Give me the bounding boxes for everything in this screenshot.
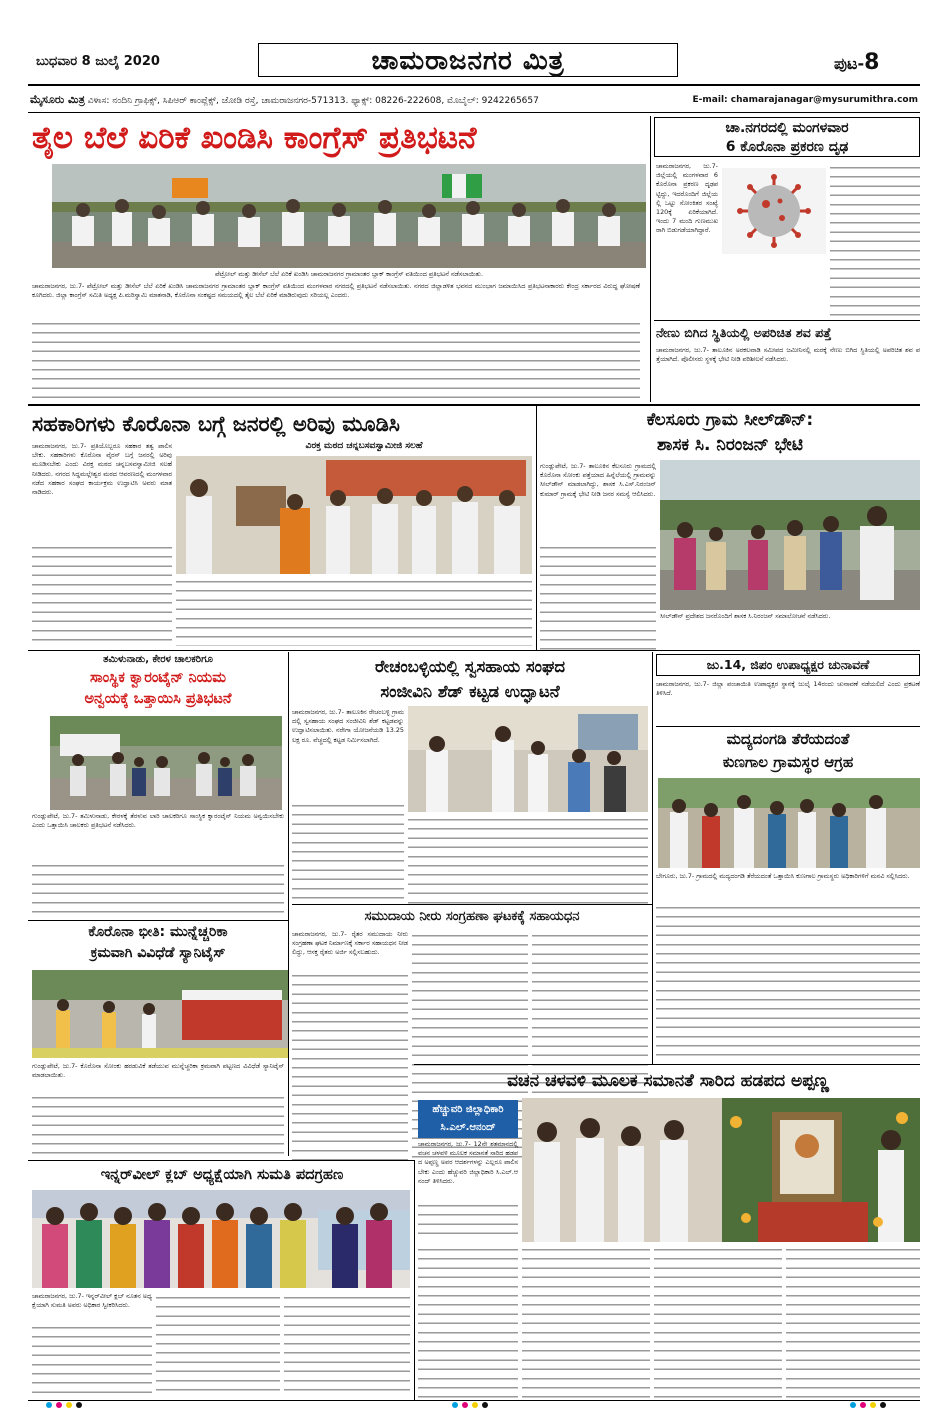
- column-rule: [652, 652, 653, 904]
- photo-caption: ಪೆಟ್ರೋಲ್ ಮತ್ತು ಡೀಸೆಲ್ ಬೆಲೆ ಏರಿಕೆ ಖಂಡಿಸಿ ಚಾಮರಾಜನಗರ ಗ್ರಾಮಾಂತರ ಬ್ಲಾಕ್ ಕಾಂಗ್ರೆಸ್ ವತಿಯಿಂದ ಪ್ರತಿಭಟನೆ ನಡೆಸಲಾಯಿತು.: [215, 270, 483, 278]
- story-headline: ಕೊರೊನಾ ಭೀತಿ: ಮುನ್ನೆಚ್ಚರಿಕಾ: [88, 924, 228, 940]
- story-headline: ಚಾ.ನಗರದಲ್ಲಿ ಮಂಗಳವಾರ: [725, 120, 849, 136]
- story-body: ಚಾಮರಾಜನಗರ, ಜು.7- ಜಿಲ್ಲೆಯಲ್ಲಿ ಮಂಗಳವಾರ 6 ಕೊರೊನಾ ಪ್ರಕರಣ ದೃಢಪಟ್ಟಿದ್ದು, ಇದರೊಂದಿಗೆ ಜಿಲ್ಲೆಯಲ್ಲಿ ಒಟ್ಟು ಸೋಂಕಿತರ ಸಂಖ್ಯೆ 120ಕ್ಕೆ ಏರಿಕೆಯಾಗಿದೆ. ಇಂದು 7 ಮಂದಿ ಗುಣಮುಖರಾಗಿ ಬಿಡುಗಡೆಯಾಗಿದ್ದಾರೆ.: [656, 162, 718, 235]
- story-body: ಚಾಮರಾಜನಗರ, ಜು.7- ಪ್ರತಿಯೊಬ್ಬರೂ ಸಹಕಾರ ತತ್ವ ಪಾಲಿಸಬೇಕು. ಸಹಕಾರಿಗಳು ಕೊರೊನಾ ವೈರಸ್ ಬಗ್ಗೆ ಜನರಲ್ಲಿ ಅರಿವು ಮೂಡಿಸಬೇಕು ಎಂದು ವಿರಕ್ತ ಮಠದ ಚನ್ನಬಸವಸ್ವಾಮೀಜಿ ಸಲಹೆ ನೀಡಿದರು. ನಗರದ ಸಿದ್ಧಮಲ್ಲೇಶ್ವರ ಮಠದ ಆವರಣದಲ್ಲಿ ಮಂಗಳವಾರ ನಡೆದ ಸಹಕಾರ ಸಂಘದ ಕಾರ್ಯಕ್ರಮ ಉದ್ಘಾಟಿಸಿ ಅವರು ಮಾತನಾಡಿದರು.: [32, 442, 172, 497]
- protest-photo: [52, 164, 646, 268]
- story-body-filler: [292, 800, 404, 904]
- story-headline: 6 ಕೊರೊನಾ ಪ್ರಕರಣ ದೃಢ: [725, 139, 849, 155]
- registration-mark: [860, 1402, 866, 1408]
- story-headline: ಕುಣಗಾಲ ಗ್ರಾಮಸ್ಥರ ಆಗ್ರಹ: [722, 753, 854, 771]
- story-body-filler: [418, 1200, 518, 1240]
- story-headline: ರೇಚಂಬಳ್ಳಿಯಲ್ಲಿ ಸ್ವಸಹಾಯ ಸಂಘದ: [374, 657, 566, 676]
- story-body-filler: [32, 1092, 284, 1156]
- story-body: ಬೇಗೂರು, ಜು.7- ಗ್ರಾಮದಲ್ಲಿ ಮದ್ಯದಂಗಡಿ ತೆರೆಯದಂತೆ ಒತ್ತಾಯಿಸಿ ಕುಣಗಾಲ ಗ್ರಾಮಸ್ಥರು ಅಧಿಕಾರಿಗಳಿಗೆ ಮನವಿ ಸಲ್ಲಿಸಿದರು.: [656, 872, 910, 880]
- story-body: ಚಾಮರಾಜನಗರ, ಜು.7- ತಾಲೂಕಿನ ರೇಚಂಬಳ್ಳಿ ಗ್ರಾಮದಲ್ಲಿ ಸ್ವಸಹಾಯ ಸಂಘದ ಸಂಜೀವಿನಿ ಶೆಡ್ ಕಟ್ಟಡವನ್ನು ಉದ್ಘಾಟಿಸಲಾಯಿತು. ನರೇಗಾ ಯೋಜನೆಯಡಿ 13.25 ಲಕ್ಷ ರೂ. ವೆಚ್ಚದಲ್ಲಿ ಕಟ್ಟಡ ನಿರ್ಮಿಸಲಾಗಿದೆ.: [292, 708, 404, 744]
- registration-mark: [880, 1402, 886, 1408]
- story-body-filler: [418, 1244, 518, 1398]
- section-rule: [414, 1064, 920, 1065]
- infobar-brand: ಮೈಸೂರು ಮಿತ್ರ: [30, 93, 85, 106]
- story-headline-block: [292, 654, 648, 704]
- registration-mark: [870, 1402, 876, 1408]
- story-headline: ಕೆಲಸೂರು ಗ್ರಾಮ ಸೀಲ್‌ಡೌನ್:: [646, 410, 814, 430]
- story-body-filler: [156, 1292, 280, 1398]
- column-rule: [536, 406, 537, 650]
- story-headline: ಸಹಕಾರಿಗಳು ಕೊರೊನಾ ಬಗ್ಗೆ ಜನರಲ್ಲಿ ಅರಿವು ಮೂಡಿಸಿ: [32, 412, 400, 436]
- info-bar: [30, 91, 920, 109]
- story-headline: ಶಾಸಕ ಸಿ. ನಿರಂಜನ್ ಭೇಟಿ: [657, 435, 803, 455]
- story-headline: ಜು.14, ಜಿಪಂ ಉಪಾಧ್ಯಕ್ಷರ ಚುನಾವಣೆ: [656, 654, 920, 676]
- story-body-filler: [32, 1322, 152, 1398]
- registration-mark: [482, 1402, 488, 1408]
- story-body: ಗುಂಡ್ಲುಪೇಟೆ, ಜು.7- ತಮಿಳುನಾಡು, ಕೇರಳಕ್ಕೆ ತೆರಳುವ ಲಾರಿ ಚಾಲಕರಿಗೂ ಸಾಂಸ್ಥಿಕ ಕ್ವಾರಂಟೈನ್ ನಿಯಮ ಅನ್ವಯಿಸಬೇಕು ಎಂದು ಒತ್ತಾಯಿಸಿ ಚಾಲಕರು ಪ್ರತಿಭಟನೆ ನಡೆಸಿದರು.: [32, 812, 284, 830]
- infobar-email: E-mail: chamarajanagar@mysurumithra.com: [692, 95, 918, 105]
- story-body-filler: [176, 576, 532, 646]
- column-rule: [288, 652, 289, 920]
- story-body: ಚಾಮರಾಜನಗರ, ಜು.7- ಜಿಲ್ಲಾ ಪಂಚಾಯಿತಿ ಉಪಾಧ್ಯಕ್ಷರ ಸ್ಥಾನಕ್ಕೆ ಜುಲೈ 14ರಂದು ಚುನಾವಣೆ ನಡೆಯಲಿದೆ ಎಂದು ಪ್ರಕಟಣೆ ತಿಳಿಸಿದೆ.: [656, 680, 920, 698]
- appanna-jayanti-photo: [522, 1098, 920, 1242]
- story-headline: ಮದ್ಯದಂಗಡಿ ತೆರೆಯದಂತೆ: [726, 730, 850, 748]
- drivers-protest-photo: [50, 716, 282, 810]
- registration-mark: [462, 1402, 468, 1408]
- story-headline: ಸಂಜೀವಿನಿ ಶೆಡ್ ಕಟ್ಟಡ ಉದ್ಘಾಟನೆ: [380, 682, 560, 701]
- story-body: ಚಾಮರಾಜನಗರ, ಜು.7- ಇನ್ನರ್‌ವೀಲ್ ಕ್ಲಬ್ ನೂತನ ಅಧ್ಯಕ್ಷೆಯಾಗಿ ಸುಮತಿ ಅವರು ಅಧಿಕಾರ ಸ್ವೀಕರಿಸಿದರು.: [32, 1292, 152, 1310]
- column-rule: [650, 116, 651, 402]
- story-headline-block: [540, 408, 920, 458]
- story-kicker: ತಮಿಳುನಾಡು, ಕೇರಳ ಚಾಲಕರಿಗೂ: [103, 654, 213, 665]
- column-rule: [288, 920, 289, 1156]
- virus-image: [722, 168, 826, 254]
- story-headline: ತೈಲ ಬೆಲೆ ಏರಿಕೆ ಖಂಡಿಸಿ ಕಾಂಗ್ರೆಸ್ ಪ್ರತಿಭಟನೆ: [32, 120, 477, 156]
- sealdown-photo: [660, 460, 920, 610]
- column-rule: [414, 1160, 415, 1400]
- section-rule: [654, 320, 920, 321]
- story-headline: ಅನ್ವಯಕ್ಕೆ ಒತ್ತಾಯಿಸಿ ಪ್ರತಿಭಟನೆ: [84, 691, 232, 707]
- shed-inauguration-photo: [408, 706, 648, 812]
- story-body-filler: [830, 162, 920, 318]
- story-body-filler: [284, 1292, 410, 1398]
- villagers-photo: [658, 778, 920, 868]
- registration-mark: [472, 1402, 478, 1408]
- story-body-filler: [656, 902, 920, 1062]
- section-rule: [28, 404, 920, 406]
- section-rule: [28, 1160, 414, 1161]
- story-body-filler: [408, 814, 648, 904]
- section-rule: [292, 904, 652, 905]
- story-body-filler: [540, 542, 656, 650]
- registration-mark: [46, 1402, 52, 1408]
- story-body-filler: [32, 860, 284, 916]
- sanitize-photo: [32, 970, 288, 1058]
- banner-text: ಸಿ.ಎಲ್.ಆನಂದ್: [440, 1122, 496, 1133]
- registration-mark: [452, 1402, 458, 1408]
- story-body-filler: [32, 542, 172, 646]
- story-headline: ಸಾಂಸ್ಥಿಕ ಕ್ವಾರಂಟೈನ್ ನಿಯಮ: [89, 670, 226, 686]
- story-body: ಚಾಮರಾಜನಗರ, ಜು.7- 12ನೇ ಶತಮಾನದಲ್ಲಿ ವಚನ ಚಳವಳಿ ಮೂಲಕ ಸಮಾನತೆ ಸಾರಿದ ಹಡಪದ ಅಪ್ಪಣ್ಣ ಅವರ ಆದರ್ಶಗಳನ್ನು ಎಲ್ಲರೂ ಪಾಲಿಸಬೇಕು ಎಂದು ಹೆಚ್ಚುವರಿ ಜಿಲ್ಲಾಧಿಕಾರಿ ಸಿ.ಎಲ್.ಆನಂದ್ ತಿಳಿಸಿದರು.: [418, 1140, 518, 1185]
- section-rule: [656, 726, 920, 727]
- story-headline-box: [654, 117, 920, 157]
- infobar-rule: [28, 112, 920, 113]
- page-number-value: 8: [864, 50, 880, 75]
- story-body-filler: [32, 318, 640, 400]
- photo-caption: ಸೀಲ್‌ಡೌನ್ ಪ್ರದೇಶದ ಜನರೊಂದಿಗೆ ಶಾಸಕ ಸಿ.ನಿರಂಜನ್ ಸಮಾಲೋಚನೆ ನಡೆಸಿದರು.: [660, 612, 831, 620]
- story-headline: ಕ್ರಮವಾಗಿ ವಿವಿಧೆಡೆ ಸ್ಯಾನಿಟೈಸ್: [90, 945, 226, 961]
- story-headline-block: [32, 668, 284, 712]
- section-rule: [28, 650, 920, 651]
- story-headline-block: [656, 728, 920, 774]
- story-body-filler: [522, 1244, 650, 1398]
- masthead: ಚಾಮರಾಜನಗರ ಮಿತ್ರ: [258, 43, 678, 77]
- footer-rule: [28, 1400, 920, 1401]
- registration-mark: [66, 1402, 72, 1408]
- story-headline: ಇನ್ನರ್‌ವೀಲ್ ಕ್ಲಬ್ ಅಧ್ಯಕ್ಷೆಯಾಗಿ ಸುಮತಿ ಪದಗ್ರಹಣ: [100, 1167, 344, 1183]
- header-rule: [28, 84, 920, 86]
- story-body-filler: [786, 1244, 920, 1398]
- page-number: [834, 50, 879, 75]
- story-body-filler: [292, 970, 408, 1160]
- story-subhead: ವಿರಕ್ತ ಮಠದ ಚನ್ನಬಸವಸ್ವಾಮೀಜಿ ಸಲಹೆ: [305, 441, 423, 451]
- registration-mark: [76, 1402, 82, 1408]
- column-rule: [652, 904, 653, 1064]
- banner-text: ಹೆಚ್ಚುವರಿ ಜಿಲ್ಲಾಧಿಕಾರಿ: [432, 1104, 504, 1115]
- section-rule: [28, 920, 288, 921]
- page-label: ಪುಟ-: [834, 54, 865, 73]
- cooperative-photo: [176, 456, 532, 574]
- story-body: ಚಾಮರಾಜನಗರ, ಜು.7- ಪೆಟ್ರೋಲ್ ಮತ್ತು ಡೀಸೆಲ್ ಬೆಲೆ ಏರಿಕೆ ಖಂಡಿಸಿ ಚಾಮರಾಜನಗರ ಗ್ರಾಮಾಂತರ ಬ್ಲಾಕ್ ಕಾಂಗ್ರೆಸ್ ವತಿಯಿಂದ ಮಂಗಳವಾರ ನಗರದಲ್ಲಿ ಪ್ರತಿಭಟನೆ ನಡೆಸಲಾಯಿತು. ನಗರದ ಜಿಲ್ಲಾಡಳಿತ ಭವನದ ಮುಂಭಾಗ ಜಮಾಯಿಸಿದ ಪ್ರತಿಭಟನಾಕಾರರು ಕೇಂದ್ರ ಸರ್ಕಾರದ ವಿರುದ್ಧ ಘೋಷಣೆ ಕೂಗಿದರು. ಜಿಲ್ಲಾ ಕಾಂಗ್ರೆಸ್ ಸಮಿತಿ ಅಧ್ಯಕ್ಷ ಪಿ.ಮರಿಸ್ವಾಮಿ ಮಾತನಾಡಿ, ಕೊರೊನಾ ಸಂಕಷ್ಟದ ಸಮಯದಲ್ಲಿ ತೈಲ ಬೆಲೆ ಏರಿಕೆ ಮಾಡಿರುವುದು ಸರಿಯಲ್ಲ ಎಂದರು.: [32, 282, 640, 300]
- issue-date: ಬುಧವಾರ 8 ಜುಲೈ 2020: [36, 54, 160, 69]
- story-body: ಚಾಮರಾಜನಗರ, ಜು.7- ರೈತರ ಸಮುದಾಯ ನೀರು ಸಂಗ್ರಹಣಾ ಘಟಕ ನಿರ್ಮಾಣಕ್ಕೆ ಸರ್ಕಾರ ಸಹಾಯಧನ ನೀಡಲಿದ್ದು, ಆಸಕ್ತ ರೈತರು ಅರ್ಜಿ ಸಲ್ಲಿಸಬಹುದು.: [292, 930, 408, 957]
- story-headline: ವಚನ ಚಳವಳಿ ಮೂಲಕ ಸಮಾನತೆ ಸಾರಿದ ಹಡಪದ ಅಪ್ಪಣ್ಣ: [507, 1071, 829, 1091]
- registration-mark: [850, 1402, 856, 1408]
- story-body: ಗುಂಡ್ಲುಪೇಟೆ, ಜು.7- ತಾಲೂಕಿನ ಕೆಲಸೂರು ಗ್ರಾಮದಲ್ಲಿ ಕೊರೊನಾ ಸೋಂಕು ಪತ್ತೆಯಾದ ಹಿನ್ನೆಲೆಯಲ್ಲಿ ಗ್ರಾಮವನ್ನು ಸೀಲ್‌ಡೌನ್ ಮಾಡಲಾಗಿದ್ದು, ಶಾಸಕ ಸಿ.ಎಸ್.ನಿರಂಜನ್ ಕುಮಾರ್ ಗ್ರಾಮಕ್ಕೆ ಭೇಟಿ ನೀಡಿ ಜನರ ಸಮಸ್ಯೆ ಆಲಿಸಿದರು.: [540, 462, 656, 498]
- infobar-address: ವಿಳಾಸ: ನಂದಿನಿ ಗ್ರಾಫಿಕ್ಸ್, ಸಿಪಿಆರ್ ಕಾಂಪ್ಲೆಕ್ಸ್, ಜೋಡಿ ರಸ್ತೆ, ಚಾಮರಾಜನಗರ-571313. ಫ್ಯಾಕ್ಸ್: 08226-222608, ಮೊಬೈಲ್: 9242265657: [87, 96, 539, 106]
- speaker-banner: [418, 1100, 518, 1138]
- story-headline: ಸಮುದಾಯ ನೀರು ಸಂಗ್ರಹಣಾ ಘಟಕಕ್ಕೆ ಸಹಾಯಧನ: [364, 909, 580, 924]
- story-headline: ನೇಣು ಬಿಗಿದ ಸ್ಥಿತಿಯಲ್ಲಿ ಅಪರಿಚಿತ ಶವ ಪತ್ತೆ: [656, 325, 832, 340]
- story-body: ಚಾಮರಾಜನಗರ, ಜು.7- ತಾಲೂಕಿನ ಅರಕಲವಾಡಿ ಸಮೀಪದ ಜಮೀನಿನಲ್ಲಿ ಮರಕ್ಕೆ ನೇಣು ಬಿಗಿದ ಸ್ಥಿತಿಯಲ್ಲಿ ಅಪರಿಚಿತ ಶವ ಪತ್ತೆಯಾಗಿದೆ. ಪೊಲೀಸರು ಸ್ಥಳಕ್ಕೆ ಭೇಟಿ ನೀಡಿ ಪರಿಶೀಲನೆ ನಡೆಸಿದರು.: [656, 346, 920, 364]
- inner-wheel-photo: [32, 1190, 410, 1288]
- story-body: ಗುಂಡ್ಲುಪೇಟೆ, ಜು.7- ಕೊರೊನಾ ಸೋಂಕು ಹರಡುವಿಕೆ ತಡೆಯುವ ಮುನ್ನೆಚ್ಚರಿಕಾ ಕ್ರಮವಾಗಿ ಪಟ್ಟಣದ ವಿವಿಧೆಡೆ ಸ್ಯಾನಿಟೈಸ್ ಮಾಡಲಾಯಿತು.: [32, 1062, 284, 1080]
- story-headline-block: [32, 922, 284, 966]
- story-body-filler: [654, 1244, 782, 1398]
- registration-mark: [56, 1402, 62, 1408]
